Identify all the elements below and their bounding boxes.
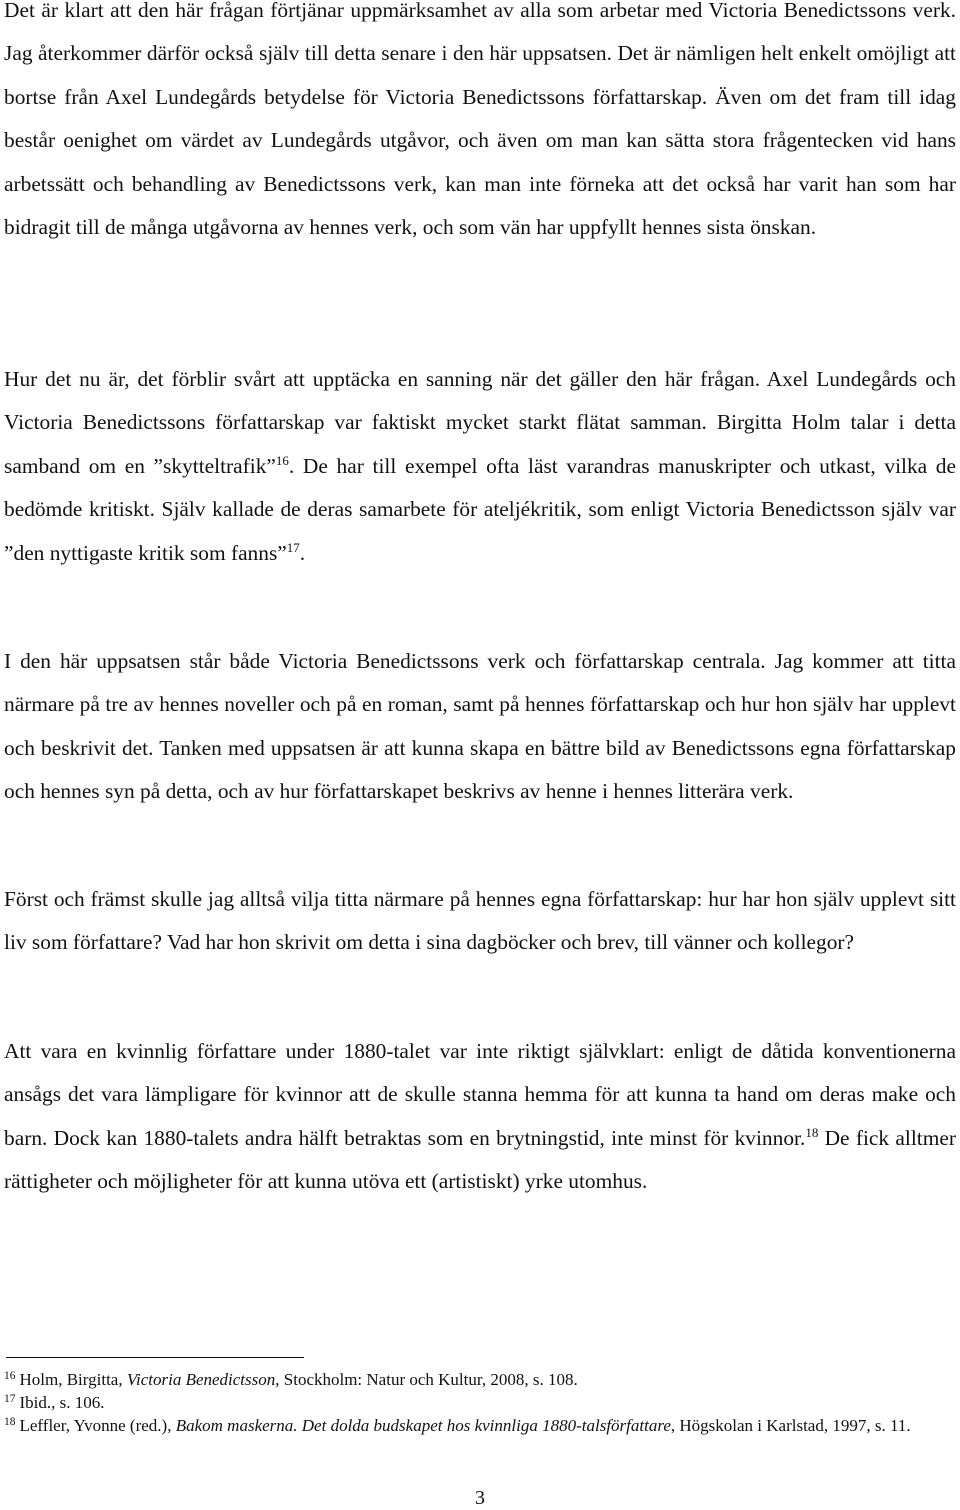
footnote-16 [4,1369,956,1392]
footnote-17 [4,1392,956,1415]
paragraph-2-text-b: . De har till exempel ofta läst varandras manuskripter och utkast, vilka de bedömde kritiskt. Själv kallade de deras samarbete för ateljékritik, som enligt Victoria Benedictsson själv var ”den nyttigaste kritik som fanns” [4,453,957,565]
footnote-number: 18 [4,1415,16,1428]
paragraph-5-text-b: De fick alltmer rättigheter och möjligheter för att kunna utöva ett (artistiskt) yrke utomhus. [4,1125,956,1194]
footnote-number: 16 [4,1370,16,1382]
footnote-separator [6,1357,304,1358]
footnote-18 [4,1415,956,1438]
footnote-text: Holm, Birgitta, [19,1370,127,1389]
footnote-ref-17[interactable]: 17 [286,539,300,555]
footnote-text: Leffler, Yvonne (red.), [19,1415,176,1435]
footnote-ref-18[interactable]: 18 [805,1124,819,1140]
paragraph-5-text-a: Att vara en kvinnlig författare under 1880-talet var inte riktigt självklart: enligt de dåtida konventionerna ansågs det vara lämpligare för kvinnor att de skulle stanna hemma för att kunna ta hand om deras make och barn. Dock kan 1880-talets andra hälft betraktas som en brytningstid, inte minst för kvinnor. [4,1039,956,1150]
paragraph-2-text-a: Hur det nu är, det förblir svårt att upptäcka en sanning när det gäller den här frågan. Axel Lundegårds och Victoria Benedictssons författarskap var faktiskt mycket starkt flätat samman. Birgitta Holm talar i detta samband om en ”skytteltrafik” [4,367,956,478]
paragraph-3: I den här uppsatsen står både Victoria Benedictssons verk och författarskap centrala. Jag kommer att titta närmare på tre av hennes noveller och på en roman, samt på hennes författarskap och hur hon själv har upplevt och beskrivit det. Tanken med uppsatsen är att kunna skapa en bättre bild av Benedictssons egna författarskap och hennes syn på detta, och av hur författarskapet beskrivs av henne i hennes litterära verk. [4,649,956,804]
paragraph-2 [4,358,956,575]
footnote-title: Victoria Benedictsson [126,1370,276,1389]
footnotes [4,1369,956,1437]
page-number: 3 [475,1487,485,1509]
paragraph-1: Det är klart att den här frågan förtjänar uppmärksamhet av alla som arbetar med Victoria Benedictssons verk. Jag återkommer därför också själv till detta senare i den här uppsatsen. Det är nämligen helt enkelt omöjligt att bortse från Axel Lundegårds betydelse för Victoria Benedictssons författarskap. Även om det fram till idag består oenighet om värdet av Lundegårds utgåvor, och även om man kan sätta stora frågentecken vid hans arbetssätt och behandling av Benedictssons verk, kan man inte förneka att det också har varit han som har bidragit till de många utgåvorna av hennes verk, och som vän har uppfyllt hennes sista önskan. [4,0,956,240]
footnote-text: , Stockholm: Natur och Kultur, 2008, s. 108. [275,1370,578,1389]
paragraph-5 [4,1030,956,1204]
footnote-text: Ibid., s. 106. [19,1392,105,1412]
paragraph-2-text-c: . [299,540,306,565]
footnote-number: 17 [4,1392,16,1405]
footnote-title: Bakom maskerna. Det dolda budskapet hos kvinnliga 1880-talsförfattare [175,1415,671,1435]
footnote-ref-16[interactable]: 16 [275,452,289,468]
footnote-text: , Högskolan i Karlstad, 1997, s. 11. [670,1415,911,1435]
paragraph-4: Först och främst skulle jag alltså vilja titta närmare på hennes egna författarskap: hur har hon själv upplevt sitt liv som författare? Vad har hon skrivit om detta i sina dagböcker och brev, till vänner och kollegor? [4,887,956,955]
